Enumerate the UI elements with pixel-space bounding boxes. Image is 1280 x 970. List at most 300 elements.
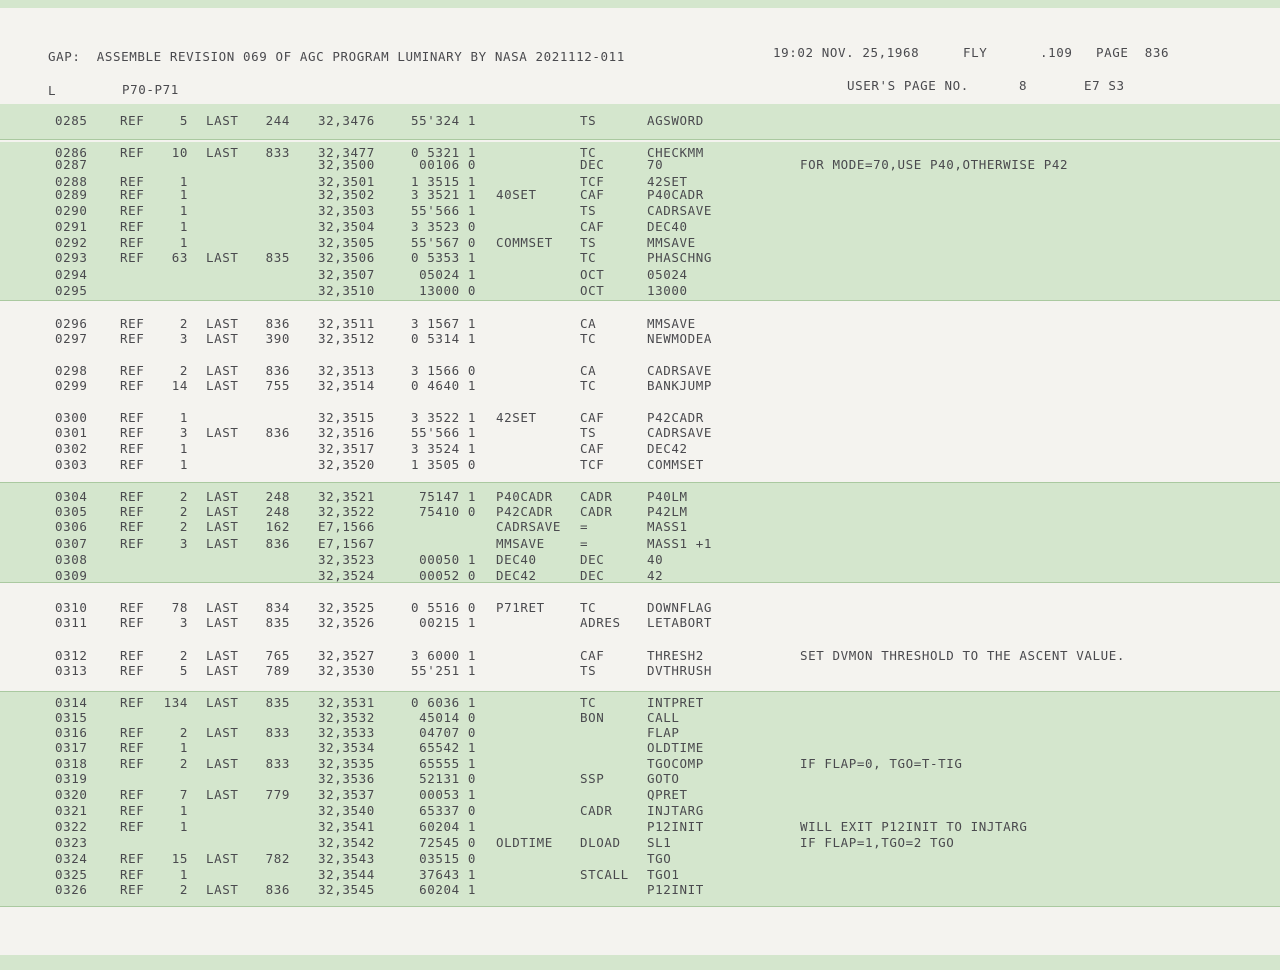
ref-label: REF	[120, 787, 145, 802]
listing-row	[0, 379, 1280, 393]
ref-label: REF	[120, 663, 145, 678]
ref-label: REF	[120, 615, 145, 630]
line-number: 0287	[55, 157, 88, 172]
octal-code: 00052 0	[419, 568, 476, 583]
ref-count: 1	[179, 219, 188, 234]
ref-count: 1	[179, 235, 188, 250]
line-number: 0307	[55, 536, 88, 551]
opcode: OCT	[580, 267, 605, 282]
ref-label: REF	[120, 504, 145, 519]
ref-label: REF	[120, 489, 145, 504]
operand: P42CADR	[647, 410, 704, 425]
line-number: 0313	[55, 663, 88, 678]
opcode: TS	[580, 203, 597, 218]
opcode: TC	[580, 331, 597, 346]
operand: 40	[647, 552, 664, 567]
ref-count: 2	[179, 363, 188, 378]
ref-label: REF	[120, 756, 145, 771]
address: 32,3524	[318, 568, 375, 583]
operand: LETABORT	[647, 615, 713, 630]
address: 32,3522	[318, 504, 375, 519]
ref-label: REF	[120, 536, 145, 551]
octal-code: 0 4640 1	[410, 378, 476, 393]
ref-count: 5	[179, 113, 188, 128]
opcode: CAF	[580, 648, 605, 663]
address: 32,3543	[318, 851, 375, 866]
ref-count: 1	[179, 441, 188, 456]
last-page: 835	[265, 695, 290, 710]
opcode: TCF	[580, 457, 605, 472]
ref-count: 1	[179, 187, 188, 202]
operand: CADRSAVE	[647, 425, 713, 440]
last-label: LAST	[206, 363, 239, 378]
ref-count: 3	[179, 615, 188, 630]
opcode: TC	[580, 250, 597, 265]
listing-row	[0, 188, 1280, 202]
last-page: 782	[265, 851, 290, 866]
line-number: 0291	[55, 219, 88, 234]
listing-row	[0, 251, 1280, 265]
operand: DEC42	[647, 441, 688, 456]
listing-row	[0, 505, 1280, 519]
operand: DVTHRUSH	[647, 663, 713, 678]
address: 32,3504	[318, 219, 375, 234]
opcode: SSP	[580, 771, 605, 786]
octal-code: 75410 0	[419, 504, 476, 519]
listing-row	[0, 364, 1280, 378]
operand: NEWMODEA	[647, 331, 713, 346]
address: 32,3507	[318, 267, 375, 282]
ref-count: 14	[171, 378, 188, 393]
line-number: 0297	[55, 331, 88, 346]
listing-row	[0, 726, 1280, 740]
line-number: 0289	[55, 187, 88, 202]
octal-code: 03515 0	[419, 851, 476, 866]
ref-count: 1	[179, 410, 188, 425]
opcode: CA	[580, 316, 597, 331]
rule-line	[0, 906, 1280, 907]
octal-code: 55'324 1	[410, 113, 476, 128]
octal-code: 00050 1	[419, 552, 476, 567]
opcode: TC	[580, 600, 597, 615]
line-number: 0315	[55, 710, 88, 725]
operand: P40CADR	[647, 187, 704, 202]
address: 32,3533	[318, 725, 375, 740]
ref-label: REF	[120, 819, 145, 834]
opcode: TC	[580, 695, 597, 710]
ref-count: 1	[179, 457, 188, 472]
last-page: 836	[265, 363, 290, 378]
address: 32,3514	[318, 378, 375, 393]
octal-code: 75147 1	[419, 489, 476, 504]
operand: COMMSET	[647, 457, 704, 472]
last-label: LAST	[206, 600, 239, 615]
line-number: 0321	[55, 803, 88, 818]
ref-label: REF	[120, 219, 145, 234]
greenbar-band	[0, 955, 1280, 970]
line-number: 0312	[55, 648, 88, 663]
ref-label: REF	[120, 803, 145, 818]
listing-row	[0, 458, 1280, 472]
octal-code: 0 5321 1	[410, 145, 476, 160]
octal-code: 00215 1	[419, 615, 476, 630]
last-label: LAST	[206, 756, 239, 771]
last-label: LAST	[206, 378, 239, 393]
fly-label: FLY	[963, 45, 988, 60]
opcode: DEC	[580, 157, 605, 172]
listing-row	[0, 332, 1280, 346]
opcode: CADR	[580, 504, 613, 519]
listing-row	[0, 175, 1280, 189]
operand: INJTARG	[647, 803, 704, 818]
last-page: 779	[265, 787, 290, 802]
symbol-label: P42CADR	[496, 504, 553, 519]
operand: INTPRET	[647, 695, 704, 710]
opcode: TC	[580, 378, 597, 393]
timestamp: 19:02 NOV. 25,1968	[773, 45, 920, 60]
operand: 05024	[647, 267, 688, 282]
address: 32,3517	[318, 441, 375, 456]
opcode: ADRES	[580, 615, 621, 630]
users-page-number: 8	[1019, 78, 1028, 93]
last-page: 836	[265, 882, 290, 897]
symbol-label: 40SET	[496, 187, 537, 202]
opcode: TS	[580, 425, 597, 440]
symbol-label: P40CADR	[496, 489, 553, 504]
ref-count: 7	[179, 787, 188, 802]
ref-count: 134	[163, 695, 188, 710]
sequence-number: .109	[1040, 45, 1073, 60]
ref-label: REF	[120, 648, 145, 663]
octal-code: 05024 1	[419, 267, 476, 282]
operand: 13000	[647, 283, 688, 298]
address: 32,3534	[318, 740, 375, 755]
line-number: 0306	[55, 519, 88, 534]
octal-code: 37643 1	[419, 867, 476, 882]
line-number: 0316	[55, 725, 88, 740]
symbol-label: DEC40	[496, 552, 537, 567]
address: 32,3525	[318, 600, 375, 615]
line-number: 0323	[55, 835, 88, 850]
operand: TGO1	[647, 867, 680, 882]
opcode: CADR	[580, 803, 613, 818]
last-page: 836	[265, 316, 290, 331]
last-page: 789	[265, 663, 290, 678]
address: 32,3500	[318, 157, 375, 172]
ref-count: 1	[179, 203, 188, 218]
listing-row	[0, 741, 1280, 755]
last-page: 755	[265, 378, 290, 393]
line-number: 0314	[55, 695, 88, 710]
listing-row	[0, 442, 1280, 456]
listing-row	[0, 236, 1280, 250]
last-page: 836	[265, 425, 290, 440]
address: 32,3513	[318, 363, 375, 378]
operand: CADRSAVE	[647, 203, 713, 218]
symbol-label: MMSAVE	[496, 536, 545, 551]
section-title: P70-P71	[122, 82, 179, 97]
line-number: 0309	[55, 568, 88, 583]
rule-line	[0, 139, 1280, 140]
octal-code: 3 3524 1	[410, 441, 476, 456]
ref-count: 5	[179, 663, 188, 678]
address: 32,3531	[318, 695, 375, 710]
listing-row	[0, 852, 1280, 866]
octal-code: 3 3523 0	[410, 219, 476, 234]
address: E7,1566	[318, 519, 375, 534]
line-number: 0317	[55, 740, 88, 755]
operand: MASS1 +1	[647, 536, 713, 551]
address: 32,3526	[318, 615, 375, 630]
opcode: DLOAD	[580, 835, 621, 850]
octal-code: 55'566 1	[410, 425, 476, 440]
operand: 42SET	[647, 174, 688, 189]
opcode: TC	[580, 145, 597, 160]
operand: MASS1	[647, 519, 688, 534]
ref-label: REF	[120, 331, 145, 346]
line-number: 0294	[55, 267, 88, 282]
octal-code: 0 6036 1	[410, 695, 476, 710]
ref-count: 2	[179, 756, 188, 771]
octal-code: 3 1567 1	[410, 316, 476, 331]
operand: TGOCOMP	[647, 756, 704, 771]
octal-code: 72545 0	[419, 835, 476, 850]
listing-row	[0, 553, 1280, 567]
last-page: 248	[265, 504, 290, 519]
ref-label: REF	[120, 410, 145, 425]
last-label: LAST	[206, 851, 239, 866]
listing-row	[0, 649, 1280, 663]
rule-line	[0, 691, 1280, 692]
address: 32,3532	[318, 710, 375, 725]
ref-label: REF	[120, 851, 145, 866]
line-number: 0301	[55, 425, 88, 440]
ref-count: 1	[179, 174, 188, 189]
address: 32,3544	[318, 867, 375, 882]
operand: FLAP	[647, 725, 680, 740]
ref-label: REF	[120, 695, 145, 710]
line-number: 0295	[55, 283, 88, 298]
ref-label: REF	[120, 425, 145, 440]
symbol-label: DEC42	[496, 568, 537, 583]
listing-row	[0, 804, 1280, 818]
operand: CALL	[647, 710, 680, 725]
ref-label: REF	[120, 203, 145, 218]
operand: 42	[647, 568, 664, 583]
assembly-title: GAP: ASSEMBLE REVISION 069 OF AGC PROGRAM LUMINARY BY NASA 2021112-011	[48, 49, 625, 64]
comment: SET DVMON THRESHOLD TO THE ASCENT VALUE.	[800, 648, 1126, 663]
last-label: LAST	[206, 489, 239, 504]
address: 32,3540	[318, 803, 375, 818]
operand: PHASCHNG	[647, 250, 713, 265]
octal-code: 65542 1	[419, 740, 476, 755]
line-number: 0325	[55, 867, 88, 882]
listing-row	[0, 883, 1280, 897]
comment: WILL EXIT P12INIT TO INJTARG	[800, 819, 1028, 834]
page-number: PAGE 836	[1096, 45, 1170, 60]
listing-row	[0, 836, 1280, 850]
ref-label: REF	[120, 378, 145, 393]
listing-row	[0, 268, 1280, 282]
last-label: LAST	[206, 519, 239, 534]
listing-row	[0, 601, 1280, 615]
octal-code: 0 5516 0	[410, 600, 476, 615]
address: 32,3541	[318, 819, 375, 834]
last-label: LAST	[206, 663, 239, 678]
ref-label: REF	[120, 235, 145, 250]
ref-count: 2	[179, 725, 188, 740]
operand: MMSAVE	[647, 316, 696, 331]
address: 32,3515	[318, 410, 375, 425]
last-label: LAST	[206, 331, 239, 346]
octal-code: 0 5353 1	[410, 250, 476, 265]
listing-row	[0, 820, 1280, 834]
symbol-label: OLDTIME	[496, 835, 553, 850]
symbol-label: P71RET	[496, 600, 545, 615]
listing-row	[0, 114, 1280, 128]
operand: GOTO	[647, 771, 680, 786]
last-label: LAST	[206, 504, 239, 519]
ref-count: 1	[179, 803, 188, 818]
address: 32,3476	[318, 113, 375, 128]
last-label: LAST	[206, 725, 239, 740]
opcode: CAF	[580, 219, 605, 234]
listing-row	[0, 616, 1280, 630]
operand: P12INIT	[647, 882, 704, 897]
operand: QPRET	[647, 787, 688, 802]
ref-label: REF	[120, 250, 145, 265]
line-number: 0293	[55, 250, 88, 265]
ref-label: REF	[120, 519, 145, 534]
octal-code: 65555 1	[419, 756, 476, 771]
last-label: LAST	[206, 113, 239, 128]
listing-row	[0, 868, 1280, 882]
ref-count: 1	[179, 819, 188, 834]
ref-label: REF	[120, 441, 145, 456]
octal-code: 3 1566 0	[410, 363, 476, 378]
last-page: 835	[265, 615, 290, 630]
listing-row	[0, 317, 1280, 331]
operand: P12INIT	[647, 819, 704, 834]
listing-row	[0, 220, 1280, 234]
ref-label: REF	[120, 363, 145, 378]
opcode: CA	[580, 363, 597, 378]
ref-count: 3	[179, 536, 188, 551]
line-number: 0320	[55, 787, 88, 802]
rule-line	[0, 482, 1280, 483]
operand: CHECKMM	[647, 145, 704, 160]
last-page: 833	[265, 756, 290, 771]
last-label: LAST	[206, 145, 239, 160]
ref-label: REF	[120, 174, 145, 189]
opcode: OCT	[580, 283, 605, 298]
opcode: =	[580, 519, 589, 534]
opcode: TS	[580, 663, 597, 678]
ref-label: REF	[120, 882, 145, 897]
ref-count: 1	[179, 740, 188, 755]
opcode: CAF	[580, 187, 605, 202]
address: 32,3530	[318, 663, 375, 678]
operand: BANKJUMP	[647, 378, 713, 393]
octal-code: 60204 1	[419, 819, 476, 834]
operand: DOWNFLAG	[647, 600, 713, 615]
users-page-label: USER'S PAGE NO.	[847, 78, 969, 93]
symbol-label: 42SET	[496, 410, 537, 425]
operand: OLDTIME	[647, 740, 704, 755]
octal-code: 55'251 1	[410, 663, 476, 678]
ref-count: 3	[179, 425, 188, 440]
line-number: 0308	[55, 552, 88, 567]
address: 32,3545	[318, 882, 375, 897]
last-label: LAST	[206, 882, 239, 897]
listing-row	[0, 284, 1280, 298]
ref-count: 2	[179, 504, 188, 519]
line-number: 0288	[55, 174, 88, 189]
ref-label: REF	[120, 187, 145, 202]
address: 32,3521	[318, 489, 375, 504]
octal-code: 65337 0	[419, 803, 476, 818]
last-page: 248	[265, 489, 290, 504]
line-number: 0318	[55, 756, 88, 771]
octal-code: 00106 0	[419, 157, 476, 172]
ref-label: REF	[120, 600, 145, 615]
ref-label: REF	[120, 740, 145, 755]
last-page: 390	[265, 331, 290, 346]
listing-row	[0, 204, 1280, 218]
last-label: LAST	[206, 787, 239, 802]
last-page: 162	[265, 519, 290, 534]
line-number: 0310	[55, 600, 88, 615]
address: 32,3477	[318, 145, 375, 160]
last-label: LAST	[206, 536, 239, 551]
address: 32,3503	[318, 203, 375, 218]
opcode: CADR	[580, 489, 613, 504]
ref-count: 2	[179, 648, 188, 663]
ref-label: REF	[120, 316, 145, 331]
ref-count: 1	[179, 867, 188, 882]
opcode: =	[580, 536, 589, 551]
operand: TGO	[647, 851, 672, 866]
ref-count: 10	[171, 145, 188, 160]
address: 32,3542	[318, 835, 375, 850]
address: 32,3510	[318, 283, 375, 298]
address: E7,1567	[318, 536, 375, 551]
ref-count: 2	[179, 489, 188, 504]
line-number: 0319	[55, 771, 88, 786]
opcode: DEC	[580, 568, 605, 583]
ref-count: 78	[171, 600, 188, 615]
last-label: LAST	[206, 615, 239, 630]
octal-code: 55'567 0	[410, 235, 476, 250]
last-page: 765	[265, 648, 290, 663]
operand: DEC40	[647, 219, 688, 234]
octal-code: 00053 1	[419, 787, 476, 802]
line-number: 0303	[55, 457, 88, 472]
last-page: 244	[265, 113, 290, 128]
line-number: 0326	[55, 882, 88, 897]
operand: THRESH2	[647, 648, 704, 663]
address: 32,3512	[318, 331, 375, 346]
last-page: 833	[265, 725, 290, 740]
octal-code: 13000 0	[419, 283, 476, 298]
line-number: 0285	[55, 113, 88, 128]
listing-row	[0, 772, 1280, 786]
address: 32,3523	[318, 552, 375, 567]
line-number: 0286	[55, 145, 88, 160]
opcode: BON	[580, 710, 605, 725]
operand: P40LM	[647, 489, 688, 504]
line-number: 0302	[55, 441, 88, 456]
